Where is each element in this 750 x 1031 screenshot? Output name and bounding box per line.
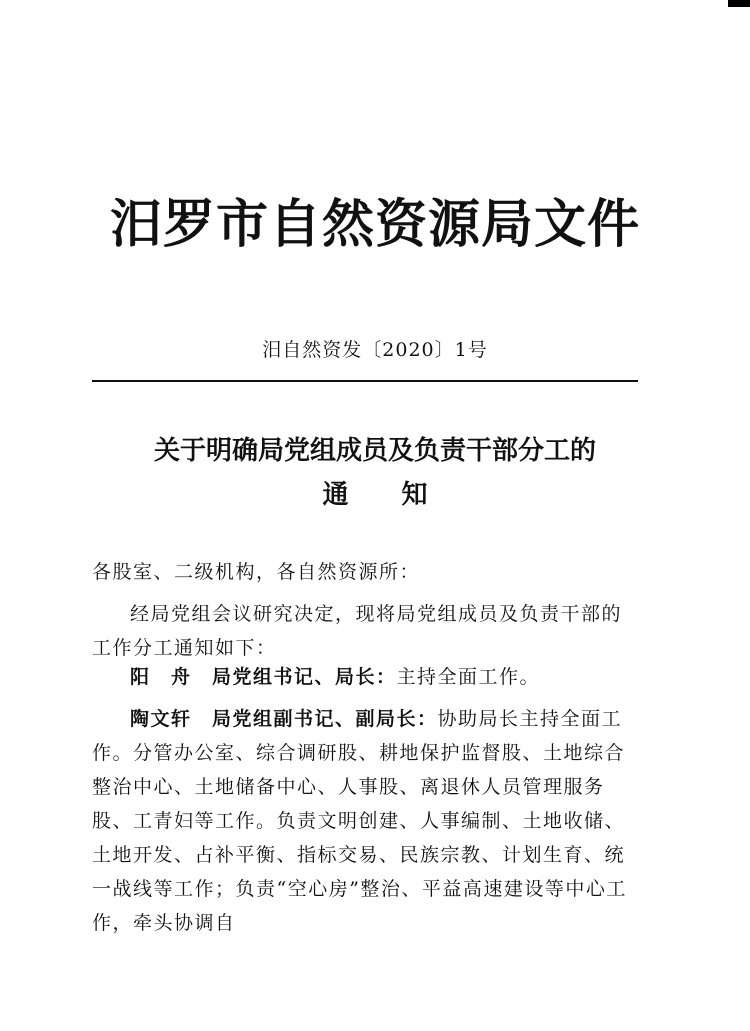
duty-text: 主持全面工作。 bbox=[396, 666, 541, 688]
official-name: 阳 舟 bbox=[130, 666, 192, 688]
notice-subtitle-char-1: 通 bbox=[322, 480, 349, 510]
notice-subtitle-char-2: 知 bbox=[401, 480, 428, 510]
document-number: 汨自然资发〔2020〕1号 bbox=[262, 339, 488, 361]
official-role: 局党组书记、局长： bbox=[212, 666, 397, 688]
intro-paragraph: 经局党组会议研究决定，现将局党组成员及负责干部的工作分工通知如下： bbox=[92, 603, 623, 659]
addressee-line: 各股室、二级机构，各自然资源所： bbox=[92, 561, 421, 583]
agency-title: 汨罗市自然资源局文件 bbox=[109, 194, 640, 255]
scan-corner-mark bbox=[728, 0, 750, 7]
official-name: 陶文轩 bbox=[130, 708, 192, 730]
duty-paragraph bbox=[92, 660, 632, 694]
official-role: 局党组副书记、副局长： bbox=[212, 708, 438, 730]
notice-subtitle bbox=[0, 478, 750, 512]
duty-paragraph bbox=[92, 702, 632, 940]
notice-title: 关于明确局党组成员及负责干部分工的 bbox=[153, 436, 596, 466]
duty-text: 协助局长主持全面工作。分管办公室、综合调研股、耕地保护监督股、土地综合整治中心、土地储备中心、人事股、离退休人员管理服务股、工青妇等工作。负责文明创建、人事编制、土地收储、土地开发、占补平衡、指标交易、民族宗教、计划生育、统一战线等工作；负责“空心房”整治、平益高速建设等中心工作，牵头协调自 bbox=[92, 708, 627, 934]
header-divider bbox=[92, 380, 638, 382]
